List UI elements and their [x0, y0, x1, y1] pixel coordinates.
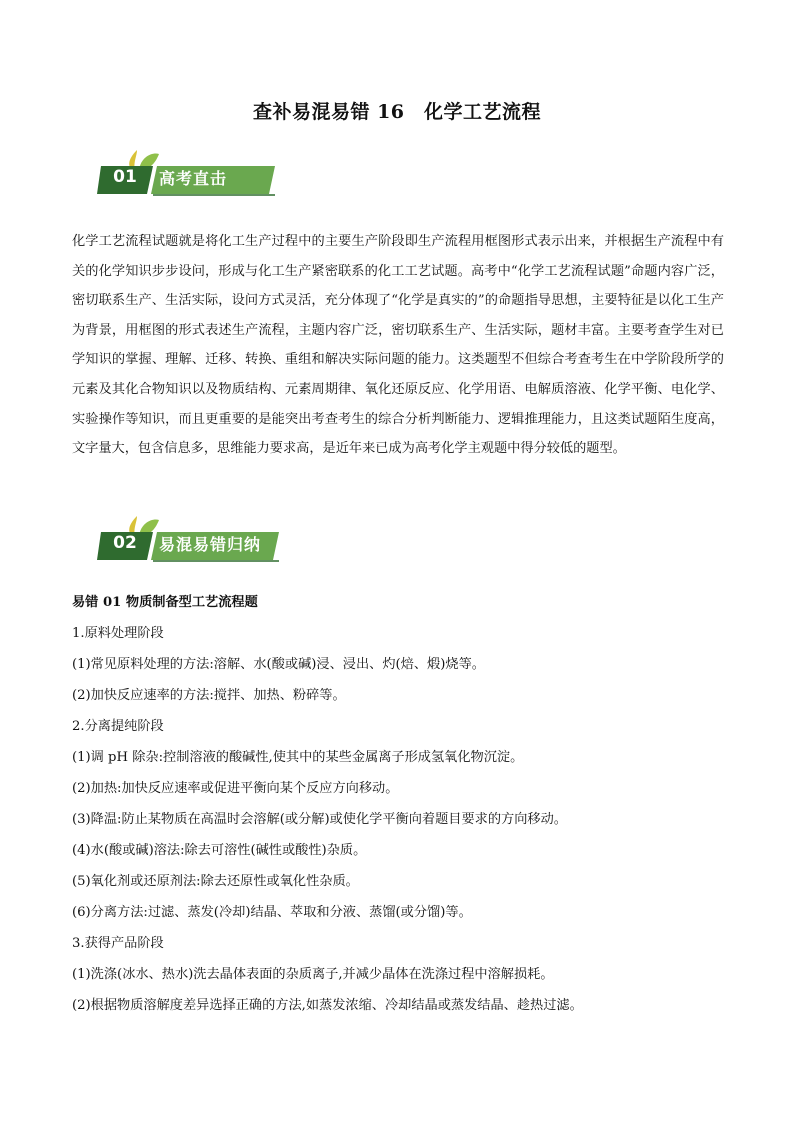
section-number: 02	[113, 533, 137, 553]
list-item: (2)根据物质溶解度差异选择正确的方法,如蒸发浓缩、冷却结晶或蒸发结晶、趁热过滤。	[72, 998, 583, 1013]
section-label: 易混易错归纳	[159, 535, 262, 554]
subsection-heading: 易错 01 物质制备型工艺流程题	[72, 595, 258, 610]
section-badge-02	[97, 516, 307, 562]
list-item: (2)加热:加快反应速率或促进平衡向某个反应方向移动。	[72, 781, 399, 796]
section-label: 高考直击	[159, 169, 228, 188]
content-list	[72, 592, 724, 1026]
stage-heading: 1.原料处理阶段	[72, 626, 164, 641]
section-badge-01	[97, 150, 287, 196]
stage-heading: 3.获得产品阶段	[72, 936, 164, 951]
list-item: (5)氧化剂或还原剂法:除去还原性或氧化性杂质。	[72, 874, 359, 889]
list-item: (1)洗涤(冰水、热水)洗去晶体表面的杂质离子,并减少晶体在洗涤过程中溶解损耗。	[72, 967, 554, 982]
stage-heading: 2.分离提纯阶段	[72, 719, 164, 734]
list-item: (1)常见原料处理的方法:溶解、水(酸或碱)浸、浸出、灼(焙、煅)烧等。	[72, 657, 485, 672]
list-item: (6)分离方法:过滤、蒸发(冷却)结晶、萃取和分液、蒸馏(或分馏)等。	[72, 905, 472, 920]
intro-paragraph: 化学工艺流程试题就是将化工生产过程中的主要生产阶段即生产流程用框图形式表示出来，并根据生产流程中有关的化学知识步步设问，形成与化工生产紧密联系的化工工艺试题。高考中“化学工艺流程试题”命题内容广泛，密切联系生产、生活实际，设问方式灵活，充分体现了“化学是真实的”的命题指导思想，主要特征是以化工生产为背景，用框图的形式表述生产流程，主题内容广泛，密切联系生产、生活实际，题材丰富。主要考查学生对已学知识的掌握、理解、迁移、转换、重组和解决实际问题的能力。这类题型不但综合考查考生在中学阶段所学的元素及其化合物知识以及物质结构、元素周期律、氧化还原反应、化学用语、电解质溶液、化学平衡、电化学、实验操作等知识，而且更重要的是能突出考查考生的综合分析判断能力、逻辑推理能力，且这类试题陌生度高，文字量大，包含信息多，思维能力要求高，是近年来已成为高考化学主观题中得分较低的题型。	[72, 234, 724, 457]
list-item: (4)水(酸或碱)溶法:除去可溶性(碱性或酸性)杂质。	[72, 843, 367, 858]
section-number: 01	[113, 167, 137, 187]
page-title: 查补易混易错 16 化学工艺流程	[252, 101, 542, 123]
list-item: (3)降温:防止某物质在高温时会溶解(或分解)或使化学平衡向着题目要求的方向移动。	[72, 812, 567, 827]
list-item: (2)加快反应速率的方法:搅拌、加热、粉碎等。	[72, 688, 346, 703]
list-item: (1)调 pH 除杂:控制溶液的酸碱性,使其中的某些金属离子形成氢氧化物沉淀。	[72, 750, 524, 765]
